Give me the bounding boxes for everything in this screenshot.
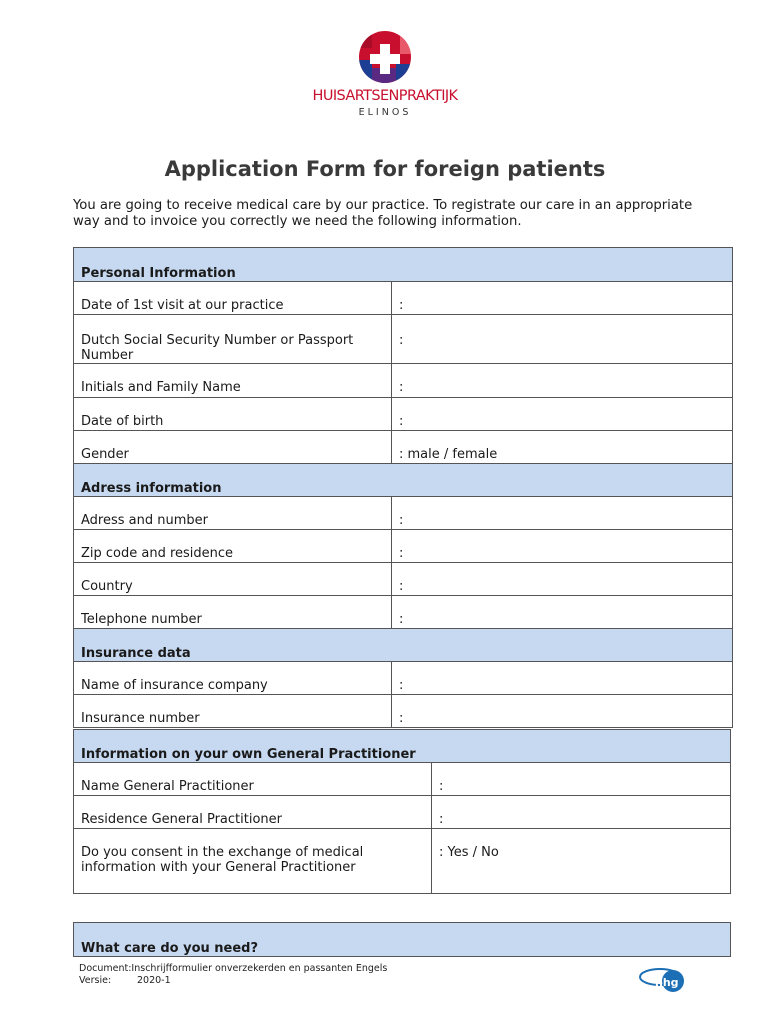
field-value-dob[interactable]: :	[392, 398, 733, 431]
patient-info-table	[73, 247, 733, 728]
section-heading-gp: Information on your own General Practitioner	[74, 730, 731, 763]
footer-version-value: 2020-1	[137, 974, 171, 986]
footer-document-label: Document:	[79, 963, 132, 974]
footer-document-line	[79, 963, 387, 975]
nhg-logo-icon	[638, 962, 688, 996]
field-label-gender: Gender	[74, 431, 392, 464]
practice-logo	[300, 30, 470, 120]
field-value-gp-residence[interactable]: :	[432, 796, 731, 829]
practice-emblem-icon	[352, 30, 418, 86]
page-title: Application Form for foreign patients	[164, 157, 606, 181]
field-value-first-visit[interactable]: :	[392, 282, 733, 315]
field-label-gp-residence: Residence General Practitioner	[74, 796, 432, 829]
field-value-address[interactable]: :	[392, 497, 733, 530]
field-label-consent: Do you consent in the exchange of medical information with your General Practitioner	[74, 829, 432, 894]
field-value-telephone[interactable]: :	[392, 596, 733, 629]
field-value-insurance-company[interactable]: :	[392, 662, 733, 695]
field-value-gp-name[interactable]: :	[432, 763, 731, 796]
section-heading-personal: Personal Information	[74, 248, 733, 282]
care-table	[73, 922, 731, 957]
field-value-gender[interactable]: : male / female	[392, 431, 733, 464]
practice-location: ELINOS	[358, 107, 412, 118]
section-heading-insurance: Insurance data	[74, 629, 733, 662]
document-footer	[79, 963, 387, 986]
field-label-ssn-passport: Dutch Social Security Number or Passport Number	[74, 315, 392, 364]
section-heading-care: What care do you need?	[74, 923, 731, 957]
field-label-address: Adress and number	[74, 497, 392, 530]
gp-info-table	[73, 729, 731, 894]
footer-document-value: Inschrijfformulier onverzekerden en passanten Engels	[131, 963, 388, 974]
field-value-ssn-passport[interactable]: :	[392, 315, 733, 364]
field-label-zip: Zip code and residence	[74, 530, 392, 563]
field-label-country: Country	[74, 563, 392, 596]
field-label-telephone: Telephone number	[74, 596, 392, 629]
intro-text: You are going to receive medical care by our practice. To registrate our care in an appropriate way and to invoice you correctly we need the following information.	[73, 198, 693, 229]
field-label-gp-name: Name General Practitioner	[74, 763, 432, 796]
footer-version-line	[79, 975, 387, 987]
section-heading-address: Adress information	[74, 464, 733, 497]
field-label-insurance-number: Insurance number	[74, 695, 392, 728]
footer-version-label: Versie:	[79, 974, 112, 986]
field-label-dob: Date of birth	[74, 398, 392, 431]
nhg-badge-text: nhg	[655, 976, 679, 989]
field-value-country[interactable]: :	[392, 563, 733, 596]
field-label-insurance-company: Name of insurance company	[74, 662, 392, 695]
field-label-name: Initials and Family Name	[74, 364, 392, 398]
field-value-consent[interactable]: : Yes / No	[432, 829, 731, 894]
field-value-name[interactable]: :	[392, 364, 733, 398]
field-label-first-visit: Date of 1st visit at our practice	[74, 282, 392, 315]
practice-name: HUISARTSENPRAKTIJK	[312, 88, 458, 104]
field-value-zip[interactable]: :	[392, 530, 733, 563]
field-value-insurance-number[interactable]: :	[392, 695, 733, 728]
